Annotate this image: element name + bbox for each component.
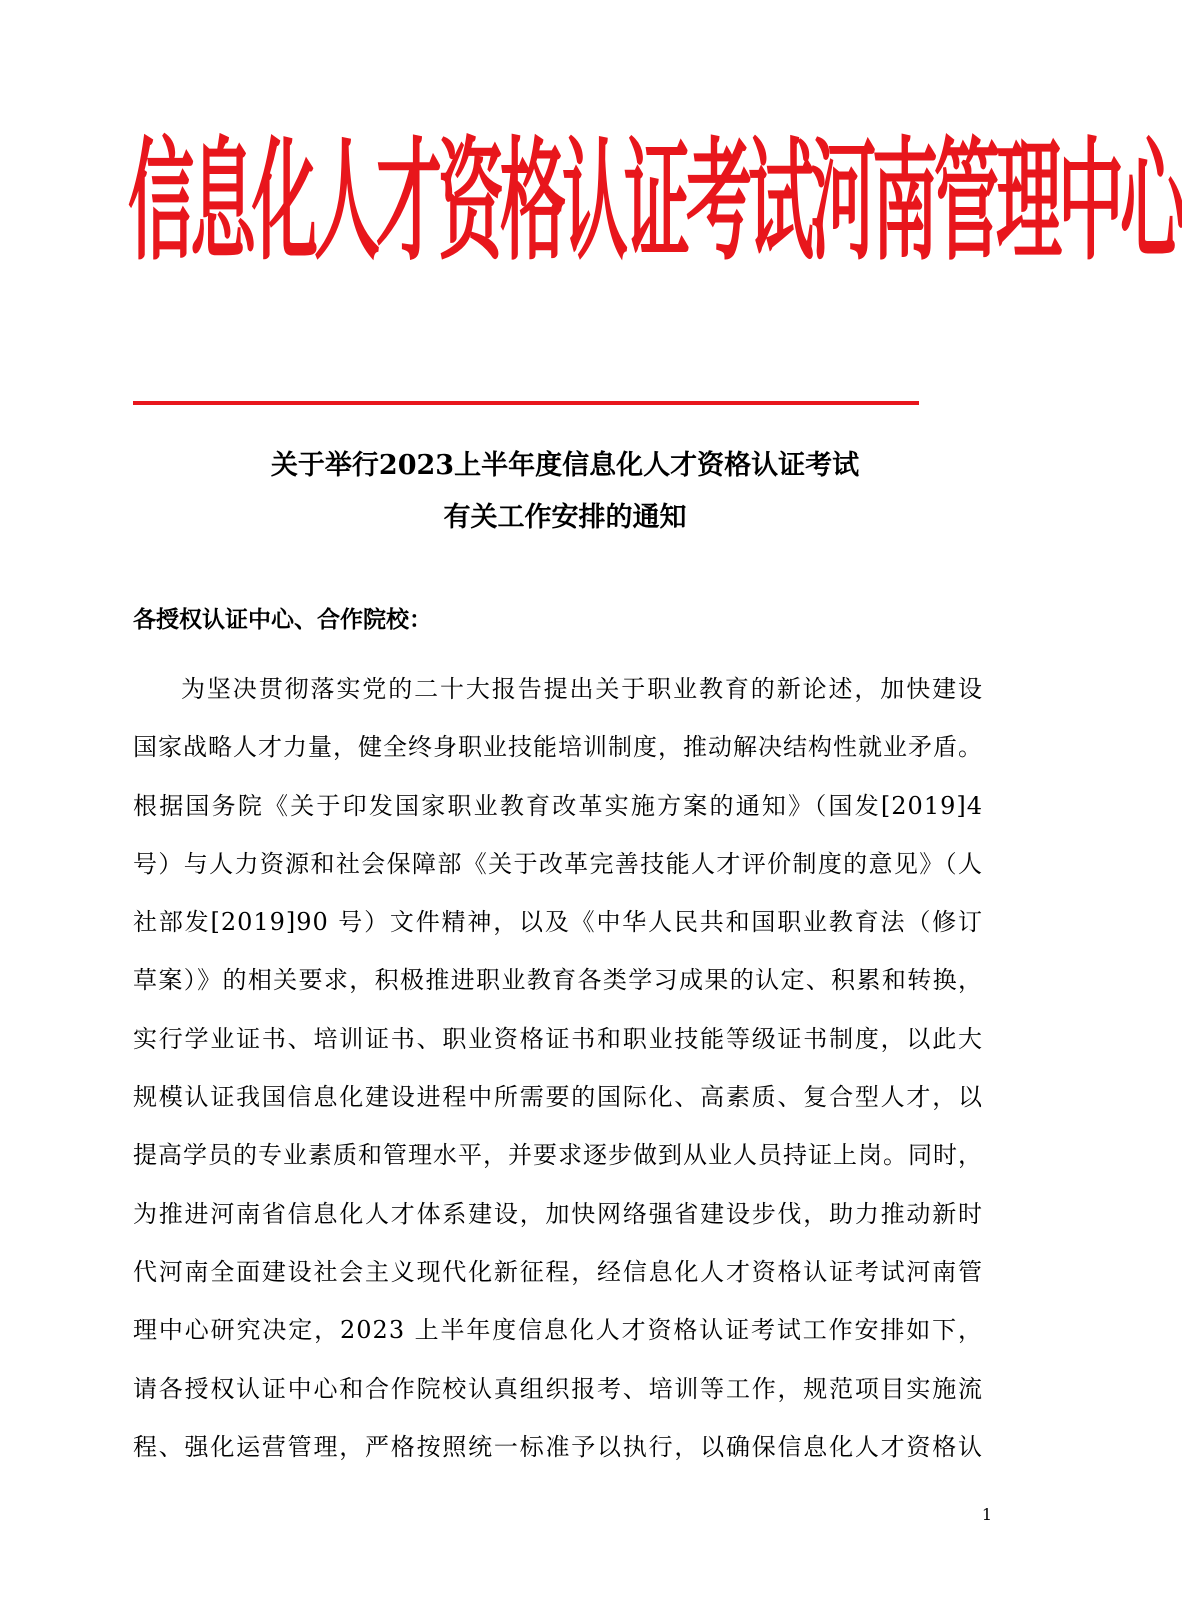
document-title [133, 440, 997, 544]
page-number: 1 [981, 1505, 992, 1524]
letterhead-org-name: 信息化人才资格认证考试河南管理中心 [128, 125, 1182, 279]
body-line: 根据国务院《关于印发国家职业教育改革实施方案的通知》（国发[2019]4 [133, 791, 983, 820]
body-line: 社部发[2019]90 号）文件精神，以及《中华人民共和国职业教育法（修订 [133, 908, 983, 937]
body-line: 实行学业证书、培训证书、职业资格证书和职业技能等级证书制度，以此大 [133, 1024, 983, 1053]
body-line: 为坚决贯彻落实党的二十大报告提出关于职业教育的新论述，加快建设 [181, 675, 983, 703]
salutation: 各授权认证中心、合作院校： [133, 607, 432, 633]
body-line: 请各授权认证中心和合作院校认真组织报考、培训等工作，规范项目实施流 [133, 1374, 983, 1403]
body-line: 草案）》的相关要求，积极推进职业教育各类学习成果的认定、积累和转换， [133, 966, 983, 995]
body-line: 规模认证我国信息化建设进程中所需要的国际化、高素质、复合型人才，以 [133, 1083, 983, 1112]
body-line: 理中心研究决定，2023 上半年度信息化人才资格认证考试工作安排如下， [133, 1316, 983, 1345]
document-title-line-1: 关于举行2023上半年度信息化人才资格认证考试 [270, 450, 860, 481]
body-line: 代河南全面建设社会主义现代化新征程，经信息化人才资格认证考试河南管 [133, 1257, 983, 1286]
body-line: 提高学员的专业素质和管理水平，并要求逐步做到从业人员持证上岗。同时， [133, 1141, 983, 1170]
body-line: 号）与人力资源和社会保障部《关于改革完善技能人才评价制度的意见》（人 [133, 849, 983, 878]
body-paragraph [133, 660, 983, 1476]
letterhead [128, 125, 1182, 279]
letterhead-divider [133, 401, 919, 405]
body-line: 程、强化运营管理，严格按照统一标准予以执行，以确保信息化人才资格认 [133, 1432, 983, 1461]
body-line: 国家战略人才力量，健全终身职业技能培训制度，推动解决结构性就业矛盾。 [133, 733, 983, 762]
body-line: 为推进河南省信息化人才体系建设，加快网络强省建设步伐，助力推动新时 [133, 1199, 983, 1228]
document-title-line-2: 有关工作安排的通知 [443, 502, 687, 533]
